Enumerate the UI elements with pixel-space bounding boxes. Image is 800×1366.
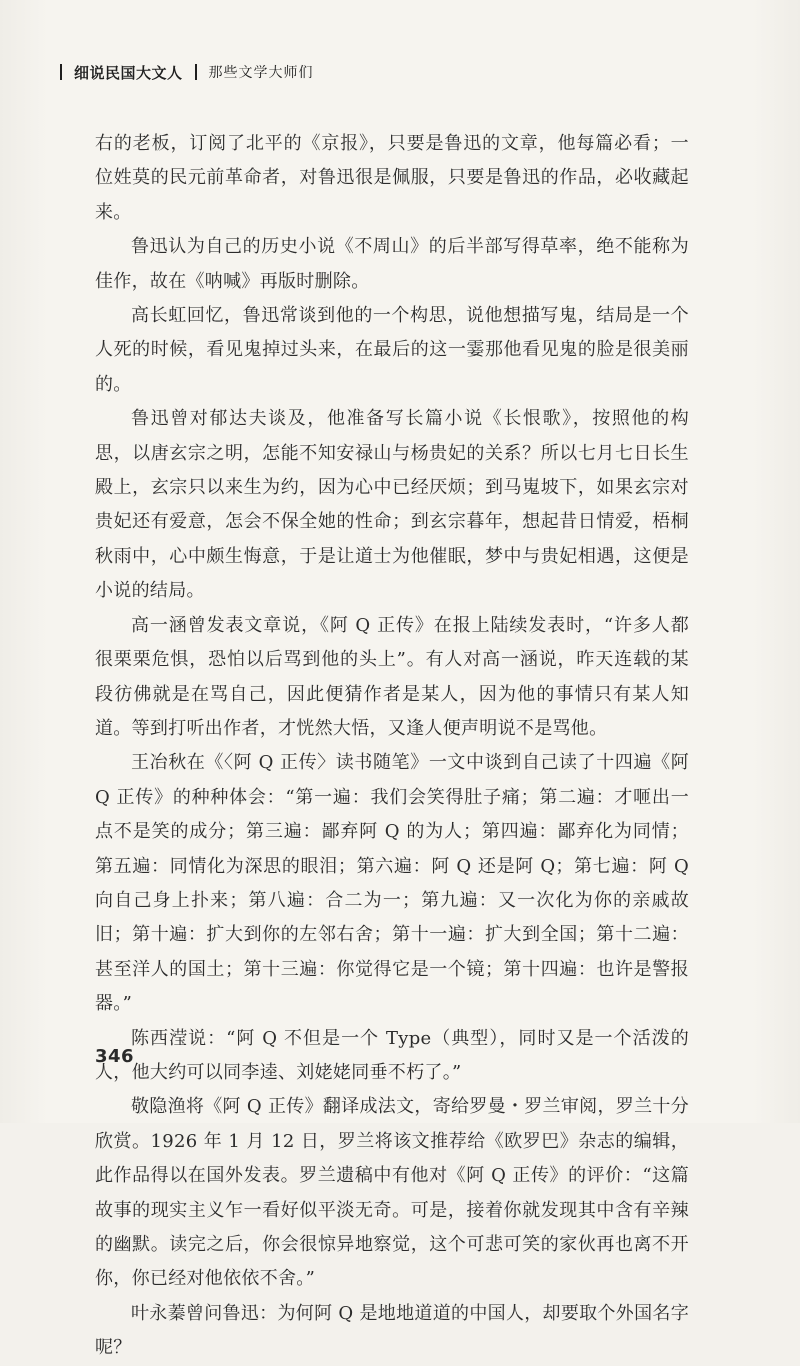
chapter-title: 那些文学大师们 [208,65,314,81]
paragraph: 陈西滢说：“阿 Q 不但是一个 Type（典型），同时又是一个活泼的人，他大约可以同李逵、刘姥姥同垂不朽了。” [95,1027,689,1083]
page-number: 346 [95,1046,135,1067]
paragraph: 鲁迅认为自己的历史小说《不周山》的后半部写得草率，绝不能称为佳作，故在《呐喊》再版时删除。 [95,236,689,292]
header-divider-mid [195,64,197,80]
paragraph: 鲁迅曾对郁达夫谈及，他准备写长篇小说《长恨歌》，按照他的构思，以唐玄宗之明，怎能不知安禄山与杨贵妃的关系？所以七月七日长生殿上，玄宗只以来生为约，因为心中已经厌烦；到马嵬坡下，如果玄宗对贵妃还有爱意，怎会不保全她的性命；到玄宗暮年，想起昔日情爱，梧桐秋雨中，心中颇生悔意，于是让道士为他催眠，梦中与贵妃相遇，这便是小说的结局。 [95,408,689,602]
paragraph: 敬隐渔将《阿 Q 正传》翻译成法文，寄给罗曼・罗兰审阅，罗兰十分欣赏。1926 年 1 月 12 日，罗兰将该文推荐给《欧罗巴》杂志的编辑，此作品得以在国外发表。罗兰遗稿中有他对《阿 Q 正传》的评价：“这篇故事的现实主义乍一看好似平淡无奇。可是，接着你就发现其中含有辛辣的幽默。读完之后，你会很惊异地察觉，这个可悲可笑的家伙再也离不开你，你已经对他依依不舍。” [95,1096,689,1290]
running-header [60,60,314,84]
book-title: 细说民国大文人 [74,63,183,82]
paragraph: 叶永蓁曾问鲁迅：为何阿 Q 是地地道道的中国人，却要取个外国名字呢？ [95,1302,689,1359]
paragraph: 王冶秋在《〈阿 Q 正传〉读书随笔》一文中谈到自己读了十四遍《阿 Q 正传》的种种体会：“第一遍：我们会笑得肚子痛；第二遍：才咂出一点不是笑的成分；第三遍：鄙弃阿 Q 的为人；第四遍：鄙弃化为同情；第五遍：同情化为深思的眼泪；第六遍：阿 Q 还是阿 Q；第七遍：阿 Q 向自己身上扑来；第八遍：合二为一；第九遍：又一次化为你的亲戚故旧；第十遍：扩大到你的左邻右舍；第十一遍：扩大到全国；第十二遍：甚至洋人的国土；第十三遍：你觉得它是一个镜；第十四遍：也许是警报器。” [95,752,689,1015]
header-divider-left [60,64,62,80]
paragraph-continued: 右的老板，订阅了北平的《京报》，只要是鲁迅的文章，他每篇必看；一位姓莫的民元前革命者，对鲁迅很是佩服，只要是鲁迅的作品，必收藏起来。 [95,133,689,223]
paragraph: 高长虹回忆，鲁迅常谈到他的一个构思，说他想描写鬼，结局是一个人死的时候，看见鬼掉过头来，在最后的这一霎那他看见鬼的脸是很美丽的。 [95,305,689,395]
body-text [95,127,689,1366]
paragraph: 高一涵曾发表文章说，《阿 Q 正传》在报上陆续发表时，“许多人都很栗栗危惧，恐怕以后骂到他的头上”。有人对高一涵说，昨天连载的某段彷佛就是在骂自己，因此便猜作者是某人，因为他的事情只有某人知道。等到打听出作者，才恍然大悟，又逢人便声明说不是骂他。 [95,614,689,739]
